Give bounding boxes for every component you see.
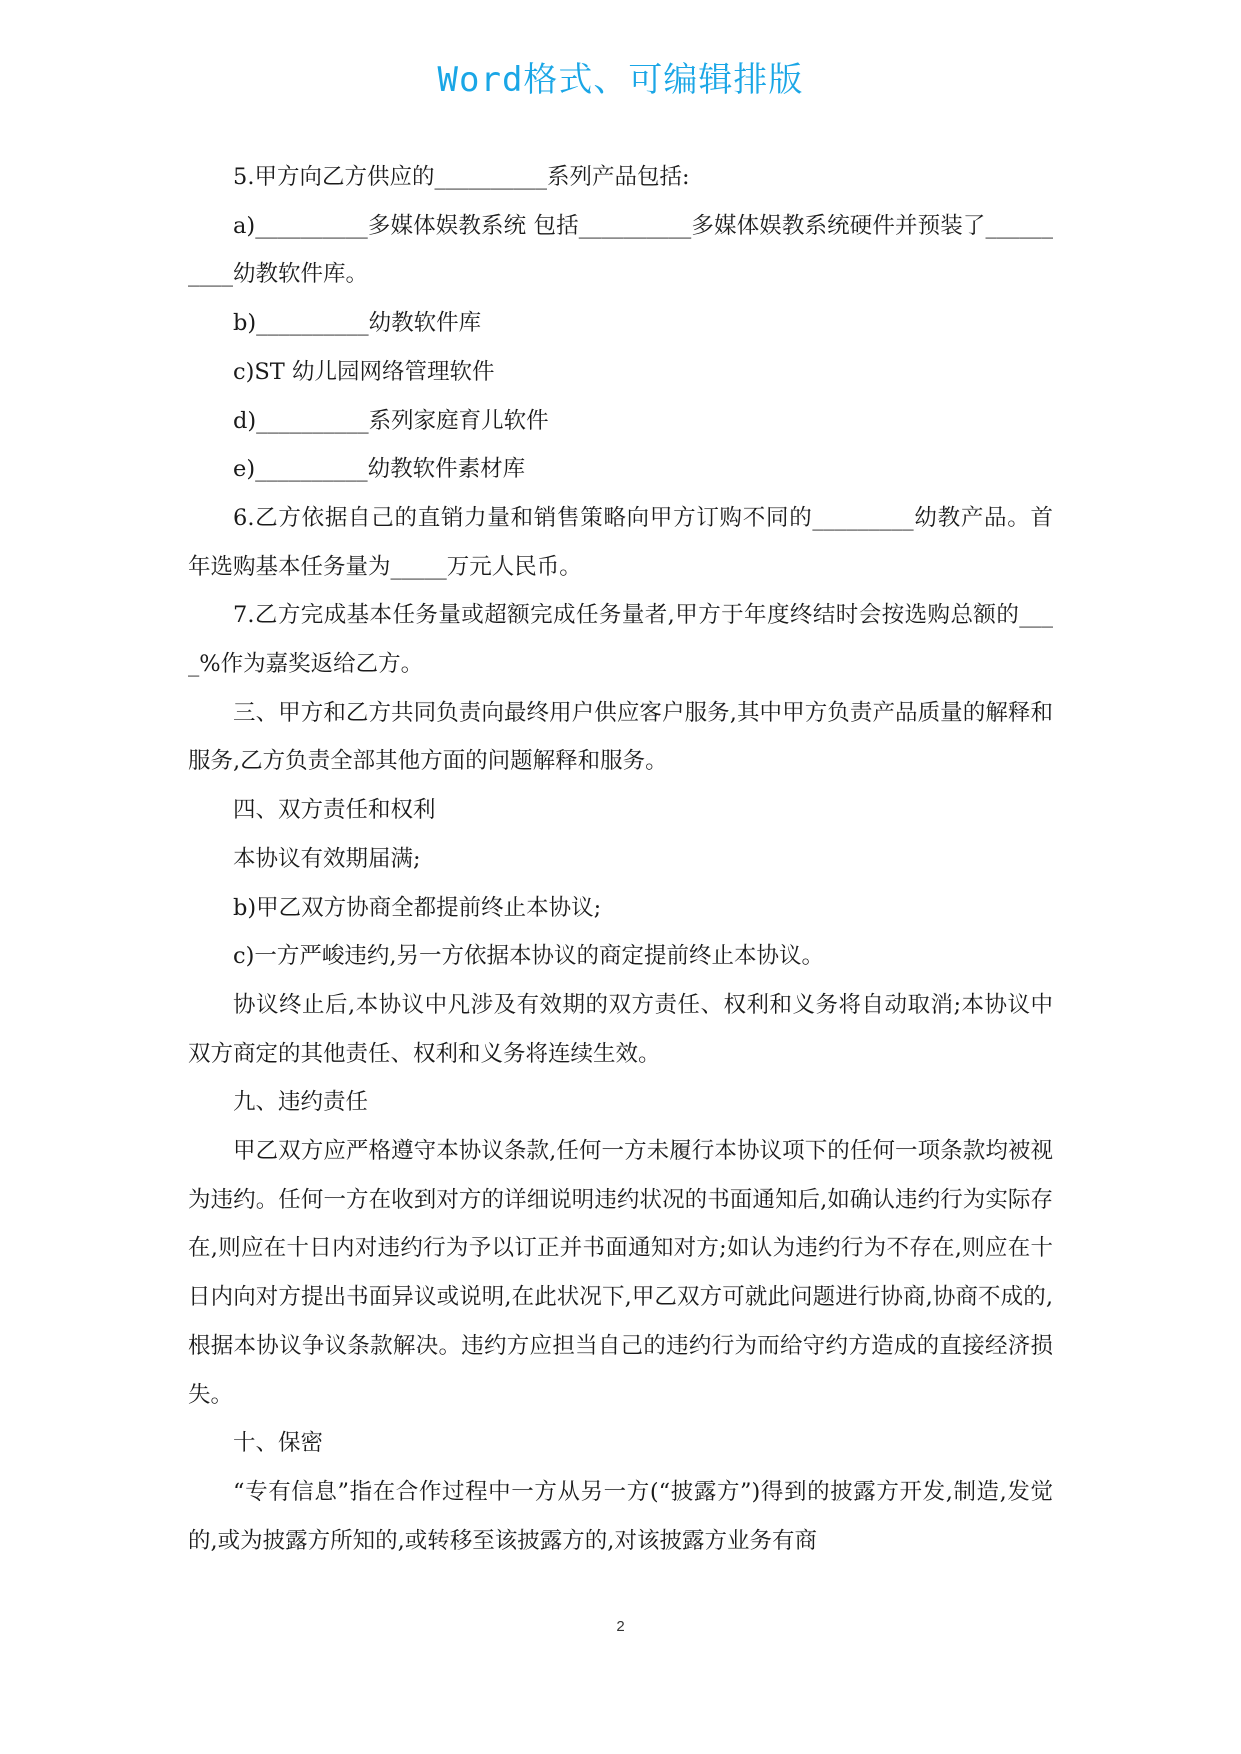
paragraph-section-3: 三、甲方和乙方共同负责向最终用户供应客户服务,其中甲方负责产品质量的解释和服务,乙方负责全部其他方面的问题解释和服务。: [188, 699, 1053, 775]
paragraph-item-6: 6.乙方依据自己的直销力量和销售策略向甲方订购不同的_________幼教产品。首年选购基本任务量为_____万元人民币。: [188, 504, 1053, 580]
page-number: 2: [616, 1618, 625, 1635]
page-header-title: Word格式、可编辑排版: [437, 60, 804, 100]
paragraph-termination: 协议终止后,本协议中凡涉及有效期的双方责任、权利和义务将自动取消;本协议中双方商定的其他责任、权利和义务将连续生效。: [188, 991, 1053, 1067]
paragraph-term-b: b)甲乙双方协商全都提前终止本协议;: [233, 894, 602, 921]
paragraph-item-a: a)__________多媒体娱教系统 包括__________多媒体娱教系统硬件并预装了__________幼教软件库。: [188, 212, 1053, 288]
paragraph-item-5: 5.甲方向乙方供应的__________系列产品包括:: [233, 164, 690, 190]
paragraph-item-c: c)ST 幼儿园网络管理软件: [233, 358, 495, 385]
paragraph-term-c: c)一方严峻违约,另一方依据本协议的商定提前终止本协议。: [233, 943, 825, 970]
paragraph-item-e: e)__________幼教软件素材库: [233, 456, 526, 483]
paragraph-breach: 甲乙双方应严格遵守本协议条款,任何一方未履行本协议项下的任何一项条款均被视为违约。任何一方在收到对方的详细说明违约状况的书面通知后,如确认违约行为实际存在,则应在十日内对违约行为予以订正并书面通知对方;如认为违约行为不存在,则应在十日内向对方提出书面异议或说明,在此状况下,甲乙双方可就此问题进行协商,协商不成的,根据本协议争议条款解决。违约方应担当自己的违约行为而给守约方造成的直接经济损失。: [188, 1138, 1053, 1408]
paragraph-confidentiality: “专有信息”指在合作过程中一方从另一方(“披露方”)得到的披露方开发,制造,发觉的,或为披露方所知的,或转移至该披露方的,对该披露方业务有商: [188, 1478, 1053, 1554]
section-heading-9: 九、违约责任: [233, 1089, 369, 1116]
paragraph-item-b: b)__________幼教软件库: [233, 310, 482, 337]
paragraph-term-expiry: 本协议有效期届满;: [233, 845, 421, 872]
section-heading-10: 十、保密: [233, 1430, 324, 1457]
paragraph-item-7: 7.乙方完成基本任务量或超额完成任务量者,甲方于年度终结时会按选购总额的____%作为嘉奖返给乙方。: [188, 602, 1053, 678]
document-body: [188, 153, 1053, 1565]
paragraph-item-d: d)__________系列家庭育儿软件: [233, 407, 549, 434]
section-heading-4: 四、双方责任和权利: [233, 797, 436, 824]
